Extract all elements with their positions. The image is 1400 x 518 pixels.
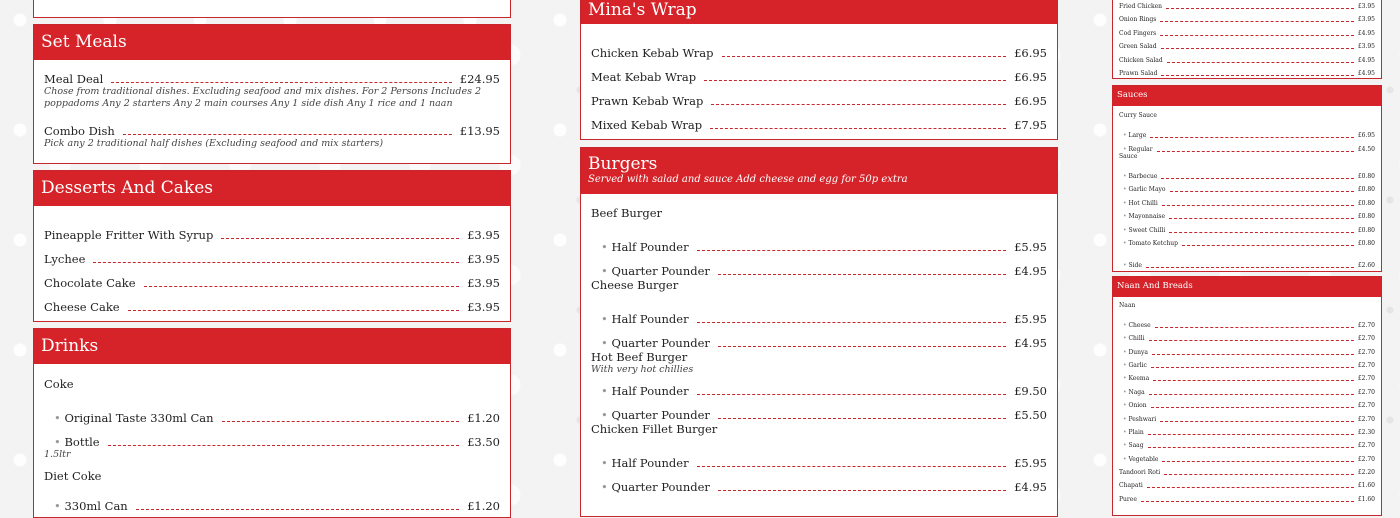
menu-item[interactable] [1119,436,1375,449]
item-name: • Half Pounder [601,456,689,470]
dotted-leader [1166,8,1354,9]
dotted-leader [128,310,459,311]
burgers-subtitle: Served with salad and sauce Add cheese and egg for 50p extra [588,174,908,185]
item-name: • Sweet Chilli [1123,227,1165,234]
item-price: £2.70 [1357,361,1375,369]
item-name: • Quarter Pounder [601,408,710,422]
item-price: £5.95 [1014,312,1047,326]
dotted-leader [711,104,1006,105]
item-name: • Side [1123,262,1142,269]
item-name: Meal Deal [44,72,104,86]
dotted-leader [1167,62,1354,63]
item-name: • Original Taste 330ml Can [54,411,214,425]
item-name: • Chilli [1123,335,1145,342]
burgers-panel [580,147,1058,517]
dotted-leader [221,238,459,239]
burger-name: Beef Burger [591,206,662,220]
item-price: £1.20 [467,411,500,425]
item-price: £3.95 [467,300,500,314]
menu-item[interactable] [44,124,500,138]
previous-panel-bottom [33,0,511,18]
item-name: • Tomato Ketchup [1123,240,1178,247]
dotted-leader [697,322,1006,323]
item-name: • Dunya [1123,349,1148,356]
item-price: £0.80 [1357,240,1375,247]
item-price: £0.80 [1357,186,1375,193]
item-price: £5.95 [1014,456,1047,470]
dotted-leader [1162,205,1354,206]
naan-group-label: Naan [1119,302,1136,309]
item-name: Combo Dish [44,124,115,138]
item-price: £0.80 [1357,226,1375,234]
dotted-leader [1170,191,1354,192]
menu-item[interactable] [1119,193,1375,207]
menu-item[interactable] [591,302,1047,326]
dotted-leader [1148,447,1354,448]
dotted-leader [1152,354,1354,355]
item-price: £3.95 [1357,16,1375,23]
item-name: • Vegetable [1123,456,1158,463]
menu-item[interactable] [1119,220,1375,234]
item-price: £3.95 [1357,2,1375,10]
item-name: Prawn Kebab Wrap [591,94,704,108]
menu-item[interactable] [1119,423,1375,436]
item-price: £3.50 [467,435,500,449]
dotted-leader [1161,178,1353,179]
item-price: £3.95 [1357,43,1375,50]
dotted-leader [1169,218,1354,219]
menu-item[interactable] [1119,342,1375,355]
menu-item[interactable] [44,493,500,513]
menu-item[interactable] [44,72,500,86]
menu-item[interactable] [1119,463,1375,476]
menu-item[interactable] [1119,50,1375,64]
naan-list [1119,315,1375,462]
menu-item[interactable] [44,266,500,290]
item-price: £2.70 [1357,348,1375,356]
dotted-leader [1160,21,1354,22]
menu-item[interactable] [44,218,500,242]
item-name: • Quarter Pounder [601,264,710,278]
item-name: • Hot Chilli [1123,200,1158,207]
dotted-leader [697,466,1006,467]
item-price: £2.70 [1357,375,1375,383]
item-price: £3.95 [467,252,500,266]
dotted-leader [704,80,1006,81]
menu-item[interactable] [1119,382,1375,395]
sauce-group-label: Curry Sauce [1119,112,1157,119]
dotted-leader [1162,461,1353,462]
set-meals-title: Set Meals [41,32,127,52]
sauces-title: Sauces [1117,90,1148,100]
item-name: Pineapple Fritter With Syrup [44,228,214,242]
item-name: • Quarter Pounder [601,336,710,350]
item-price: £0.80 [1357,172,1375,180]
item-name: • Garlic [1123,362,1147,369]
burger-name: Chicken Fillet Burger [591,422,718,436]
dotted-leader [718,490,1006,491]
dotted-leader [1148,434,1354,435]
menu-item[interactable] [1119,37,1375,51]
menu-item[interactable] [1119,139,1375,153]
drinks-header [34,329,510,364]
item-name: Lychee [44,252,86,266]
menu-item[interactable] [591,374,1047,398]
item-price: £2.70 [1357,415,1375,423]
menu-item[interactable] [591,230,1047,254]
item-price: £9.50 [1014,384,1047,398]
minas-wrap-header [581,0,1057,24]
dotted-leader [1160,35,1354,36]
dotted-leader [111,82,451,83]
burgers-title: Burgers [588,154,658,174]
item-price: £0.80 [1357,213,1375,220]
menu-item[interactable] [1119,23,1375,37]
drinks-title: Drinks [41,336,99,356]
menu-item[interactable] [1119,356,1375,369]
item-price: £2.70 [1357,402,1375,410]
dotted-leader [1141,501,1354,502]
item-price: £2.70 [1357,321,1375,329]
item-description: 1.5ltr [44,449,71,460]
item-name: • Bottle [54,435,100,449]
menu-item[interactable] [44,290,500,314]
item-price: £2.70 [1357,455,1375,463]
item-price: £3.95 [467,228,500,242]
dotted-leader [718,346,1006,347]
item-name: • Quarter Pounder [601,480,710,494]
dotted-leader [1149,340,1354,341]
menu-item[interactable] [1119,329,1375,342]
item-name: • Barbecue [1123,173,1157,180]
item-price: £6.95 [1014,94,1047,108]
menu-item[interactable] [591,108,1047,132]
item-price: £4.95 [1357,29,1375,37]
dotted-leader [1146,267,1354,268]
menu-item[interactable] [591,60,1047,84]
item-name: Onion Rings [1119,16,1157,23]
drink-group-label: Diet Coke [44,469,102,483]
menu-item[interactable] [591,398,1047,422]
menu-item[interactable] [1119,207,1375,221]
naan-panel [1112,276,1382,516]
dotted-leader [1157,151,1354,152]
menu-item[interactable] [591,254,1047,278]
item-price: £5.50 [1014,408,1047,422]
drink-group-label: Coke [44,377,74,391]
item-price: £24.95 [459,72,500,86]
naan-title: Naan And Breads [1117,281,1193,291]
item-name: Chapati [1119,482,1143,490]
menu-item[interactable] [1119,449,1375,462]
other-breads-list [1119,463,1375,503]
menu-item[interactable] [44,401,500,425]
item-price: £4.95 [1357,70,1375,77]
item-name: • Garlic Mayo [1123,186,1166,193]
dotted-leader [1182,245,1354,246]
drinks-panel [33,328,511,518]
dotted-leader [144,286,460,287]
item-name: • Half Pounder [601,312,689,326]
menu-item[interactable] [1119,476,1375,489]
menu-item[interactable] [1119,10,1375,24]
naan-header [1113,277,1381,297]
item-name: • Large [1123,132,1146,139]
item-price: £1.60 [1357,495,1375,503]
desserts-panel [33,170,511,322]
menu-item[interactable] [591,446,1047,470]
menu-item[interactable] [1119,166,1375,180]
dotted-leader [1161,48,1354,49]
item-price: £4.50 [1357,145,1375,153]
menu-item[interactable] [591,36,1047,60]
sauces-header [1113,86,1381,106]
item-name: • Peshwari [1123,416,1156,423]
menu-item[interactable] [1119,409,1375,422]
item-name: • Naga [1123,389,1145,396]
item-price: £2.70 [1357,388,1375,396]
item-name: • Half Pounder [601,384,689,398]
item-price: £6.95 [1357,132,1375,139]
minas-wrap-panel [580,0,1058,140]
item-name: • Mayonnaise [1123,213,1165,220]
item-price: £4.95 [1014,336,1047,350]
item-price: £13.95 [459,124,500,138]
item-price: £6.95 [1014,46,1047,60]
item-description: Pick any 2 traditional half dishes (Excluding seafood and mix starters) [44,138,384,149]
minas-wrap-title: Mina's Wrap [588,0,697,20]
desserts-header [34,171,510,206]
item-name: Cod Fingers [1119,29,1157,37]
dotted-leader [1164,474,1354,475]
menu-item[interactable] [1119,0,1375,10]
item-description: Chose from traditional dishes. Excluding seafood and mix dishes. For 2 Persons Includes 2 poppadoms Any 2 starters Any 2 main courses Any 1 side dish Any 1 rice and 1 naan [44,86,482,109]
item-price: £2.70 [1357,442,1375,450]
item-price: £7.95 [1014,118,1047,132]
item-price: £4.95 [1014,264,1047,278]
burgers-header [581,148,1057,194]
item-name: • Plain [1123,429,1144,436]
menu-item[interactable] [591,84,1047,108]
sauces-panel [1112,85,1382,272]
dotted-leader [136,509,459,510]
item-price: £2.30 [1357,428,1375,436]
dotted-leader [722,56,1007,57]
item-price: £4.95 [1014,480,1047,494]
item-price: £2.60 [1357,261,1375,269]
item-name: Mixed Kebab Wrap [591,118,703,132]
dotted-leader [710,128,1006,129]
item-price: £6.95 [1014,70,1047,84]
item-name: Green Salad [1119,43,1157,50]
menu-item[interactable] [1119,126,1375,140]
item-price: £2.20 [1357,469,1375,477]
item-price: £5.95 [1014,240,1047,254]
menu-item[interactable] [591,326,1047,350]
set-meals-panel [33,24,511,164]
dotted-leader [718,274,1006,275]
dotted-leader [1160,421,1354,422]
item-description: With very hot chillies [591,364,694,375]
sauce-group-label: Sauce [1119,152,1138,160]
item-name: Puree [1119,495,1137,503]
item-price: £0.80 [1357,199,1375,207]
menu-item[interactable] [1119,64,1375,78]
item-name: Meat Kebab Wrap [591,70,697,84]
item-name: • 330ml Can [54,499,128,513]
dotted-leader [718,418,1006,419]
burger-name: Hot Beef Burger [591,350,688,364]
dotted-leader [123,134,452,135]
item-price: £4.95 [1357,56,1375,64]
dotted-leader [1147,487,1354,488]
dotted-leader [108,445,460,446]
dotted-leader [1155,327,1354,328]
item-name: Chocolate Cake [44,276,136,290]
item-name: Tandoori Roti [1119,469,1161,477]
item-name: Cheese Cake [44,300,120,314]
menu-item[interactable] [1119,255,1375,269]
menu-item[interactable] [1119,180,1375,194]
dotted-leader [697,394,1006,395]
dotted-leader [1169,232,1354,233]
item-name: • Half Pounder [601,240,689,254]
item-name: • Onion [1123,402,1147,409]
set-meals-header [34,25,510,60]
item-name: • Cheese [1123,322,1151,329]
menu-item[interactable] [44,242,500,266]
item-name: • Saag [1123,442,1144,449]
menu-item[interactable] [1119,234,1375,248]
dotted-leader [1151,367,1354,368]
item-name: Fried Chicken [1119,2,1163,10]
dotted-leader [93,262,459,263]
menu-item[interactable] [1119,489,1375,502]
dotted-leader [697,250,1006,251]
item-name: Chicken Kebab Wrap [591,46,714,60]
burger-name: Cheese Burger [591,278,679,292]
dotted-leader [222,421,460,422]
item-price: £1.60 [1357,482,1375,490]
menu-item[interactable] [1119,315,1375,328]
dotted-leader [1161,75,1353,76]
dotted-leader [1149,394,1354,395]
dotted-leader [1151,407,1354,408]
item-name: • Regular [1123,146,1153,153]
menu-item[interactable] [44,425,500,449]
menu-item[interactable] [1119,396,1375,409]
item-price: £2.70 [1357,335,1375,343]
item-price: £1.20 [467,499,500,513]
item-price: £3.95 [467,276,500,290]
item-name: Prawn Salad [1119,70,1158,77]
dotted-leader [1150,137,1354,138]
item-name: Chicken Salad [1119,56,1163,64]
dotted-leader [1153,380,1354,381]
item-name: • Keema [1123,375,1149,382]
desserts-title: Desserts And Cakes [41,178,214,198]
menu-item[interactable] [591,470,1047,494]
menu-item[interactable] [1119,369,1375,382]
sides-panel [1112,0,1382,79]
